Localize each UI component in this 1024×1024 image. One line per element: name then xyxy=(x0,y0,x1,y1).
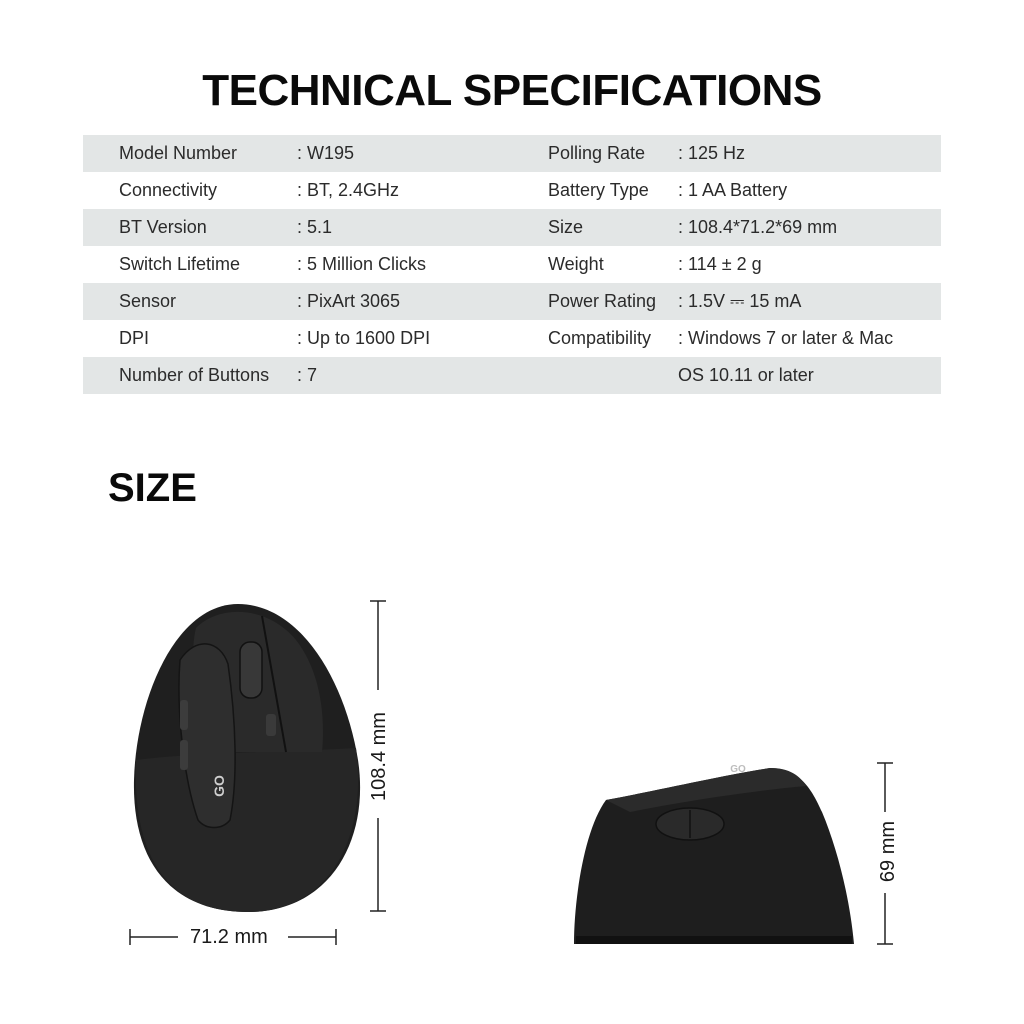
go-logo-side: GO xyxy=(730,764,746,775)
spec-value: : PixArt 3065 xyxy=(297,291,401,311)
spec-value: : 5.1 xyxy=(297,217,333,237)
spec-value: : BT, 2.4GHz xyxy=(297,180,400,200)
spec-label: Battery Type xyxy=(548,180,649,200)
spec-value: : 125 Hz xyxy=(678,143,746,163)
go-logo: GO xyxy=(211,775,227,797)
spec-value: OS 10.11 or later xyxy=(678,365,814,385)
height-label: 69 mm xyxy=(877,820,900,883)
spec-label: Polling Rate xyxy=(548,143,646,163)
spec-label: Compatibility xyxy=(548,328,652,348)
width-label: 71.2 mm xyxy=(190,926,268,948)
spec-value: : Up to 1600 DPI xyxy=(297,328,431,348)
spec-value: : 5 Million Clicks xyxy=(297,254,427,274)
length-label: 108.4 mm xyxy=(367,712,390,801)
spec-value: : Windows 7 or later & Mac xyxy=(678,328,894,348)
spec-label: Power Rating xyxy=(548,291,657,311)
spec-value: : 1.5V ⎓ 15 mA xyxy=(678,291,802,311)
mouse-top-view xyxy=(134,604,360,912)
spec-label: Switch Lifetime xyxy=(119,254,241,274)
spec-label: Model Number xyxy=(119,143,238,163)
page-title: TECHNICAL SPECIFICATIONS xyxy=(202,66,822,115)
spec-label: Sensor xyxy=(119,291,177,311)
spec-value: : 114 ± 2 g xyxy=(678,254,762,274)
spec-value: : W195 xyxy=(297,143,355,163)
spec-label: Number of Buttons xyxy=(119,365,270,385)
spec-value: : 7 xyxy=(297,365,318,385)
spec-label: Size xyxy=(548,217,584,237)
spec-label: Connectivity xyxy=(119,180,218,200)
spec-value: : 108.4*71.2*69 mm xyxy=(678,217,838,237)
size-heading: SIZE xyxy=(108,466,197,510)
mouse-side-view xyxy=(574,768,854,944)
spec-value: : 1 AA Battery xyxy=(678,180,788,200)
spec-label: Weight xyxy=(548,254,604,274)
spec-label: BT Version xyxy=(119,217,207,237)
spec-label: DPI xyxy=(119,328,150,348)
